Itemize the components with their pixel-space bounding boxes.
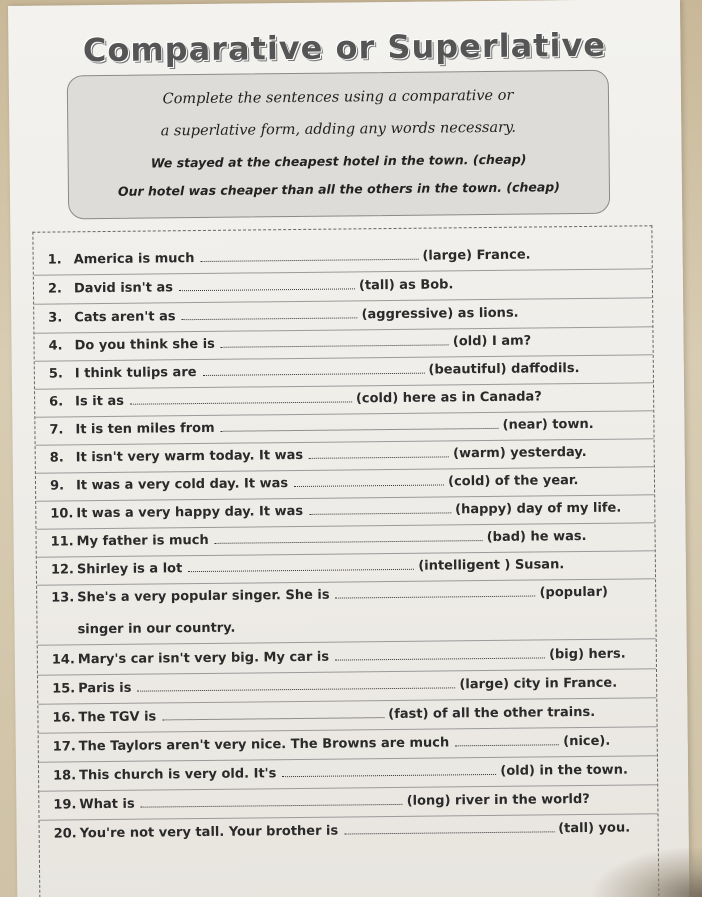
item-cue: (happy) day of my life. — [455, 500, 622, 518]
example-superlative: We stayed at the cheapest hotel in the town. (cheap) — [150, 151, 527, 171]
item-prompt: My father is much — [76, 532, 209, 550]
exercise-item-11: 11. My father is much (bad) he was. — [50, 528, 587, 550]
item-prompt: She's a very popular singer. She is — [77, 587, 330, 606]
item-cue: (cold) of the year. — [448, 473, 579, 490]
instruction-line-1: Complete the sentences using a comparative or — [162, 87, 514, 108]
exercise-item-16: 16. The TGV is (fast) of all the other trains. — [52, 704, 596, 726]
item-prompt: I think tulips are — [74, 365, 197, 382]
exercise-item-15: 15. Paris is (large) city in France. — [52, 675, 618, 697]
item-prompt: What is — [79, 796, 135, 813]
exercise-item-14: 14. Mary's car isn't very big. My car is (big) hers. — [51, 646, 626, 668]
row-divider — [39, 755, 657, 762]
exercise-item-5: 5. I think tulips are (beautiful) daffodils. — [48, 361, 580, 382]
item-prompt: The TGV is — [78, 709, 157, 726]
item-13-continuation: singer in our country. — [77, 620, 236, 638]
answer-blank-11[interactable] — [215, 530, 483, 544]
answer-blank-14[interactable] — [335, 647, 545, 660]
row-divider — [38, 668, 656, 675]
exercise-item-13: 13. She's a very popular singer. She is (popular) — [51, 584, 608, 606]
exercise-item-6: 6. Is it as (cold) here as in Canada? — [49, 389, 542, 410]
item-prompt: America is much — [73, 251, 195, 268]
answer-blank-18[interactable] — [282, 764, 496, 777]
row-divider — [39, 784, 657, 791]
item-prompt: Mary's car isn't very big. My car is — [77, 649, 330, 668]
answer-blank-1[interactable] — [200, 249, 418, 262]
answer-blank-15[interactable] — [137, 677, 455, 691]
row-divider — [34, 326, 652, 333]
row-divider — [35, 382, 653, 389]
item-prompt: It was a very cold day. It was — [75, 476, 289, 494]
answer-blank-13[interactable] — [335, 586, 535, 599]
answer-blank-3[interactable] — [181, 307, 357, 320]
row-divider — [38, 638, 656, 645]
item-cue: (bad) he was. — [486, 528, 587, 546]
answer-blank-4[interactable] — [221, 334, 449, 347]
exercise-item-4: 4. Do you think she is (old) I am? — [48, 333, 532, 354]
item-cue: (beautiful) daffodils. — [428, 361, 580, 378]
answer-blank-17[interactable] — [455, 734, 559, 746]
item-cue: (fast) of all the other trains. — [388, 704, 596, 723]
exercise-item-9: 9. It was a very cold day. It was (cold) of the year. — [49, 473, 579, 494]
exercise-item-3: 3. Cats aren't as (aggressive) as lions. — [48, 305, 519, 326]
item-prompt: It was a very happy day. It was — [76, 503, 304, 522]
answer-blank-5[interactable] — [202, 363, 424, 376]
item-cue: (aggressive) as lions. — [361, 305, 519, 323]
answer-blank-16[interactable] — [162, 707, 384, 720]
page-corner-shadow — [592, 847, 702, 897]
item-cue: (large) France. — [422, 247, 531, 264]
example-comparative: Our hotel was cheaper than all the others in the town. (cheap) — [117, 179, 561, 199]
exercise-list — [32, 225, 659, 897]
exercise-item-20: 20. You're not very tall. Your brother is (tall) you. — [53, 820, 631, 842]
exercise-item-19: 19. What is (long) river in the world? — [53, 791, 590, 813]
row-divider — [34, 297, 652, 304]
item-prompt: Cats aren't as — [74, 309, 176, 326]
item-prompt: David isn't as — [73, 280, 174, 297]
item-cue: (long) river in the world? — [406, 791, 590, 809]
exercise-item-1: 1. America is much (large) France. — [47, 247, 531, 268]
instruction-line-2: a superlative form, adding any words necessary. — [160, 119, 516, 140]
answer-blank-10[interactable] — [309, 502, 451, 514]
item-cue: (old) I am? — [452, 333, 532, 350]
worksheet-title: Comparative or Superlative — [82, 25, 607, 70]
exercise-item-18: 18. This church is very old. It's (old) in the town. — [52, 762, 628, 784]
exercise-item-10: 10. It was a very happy day. It was (happy) day of my life. — [50, 500, 622, 522]
item-prompt: Shirley is a lot — [76, 561, 183, 578]
exercise-item-8: 8. It isn't very warm today. It was (warm) yesterday. — [49, 444, 587, 466]
item-cue: (nice). — [563, 733, 611, 750]
item-cue: (near) town. — [502, 416, 594, 433]
row-divider — [38, 697, 656, 704]
item-prompt: This church is very old. It's — [78, 766, 277, 784]
item-cue: (intelligent ) Susan. — [418, 557, 565, 574]
answer-blank-7[interactable] — [221, 418, 499, 432]
exercise-item-12: 12. Shirley is a lot (intelligent ) Susan. — [50, 557, 565, 578]
item-prompt: It isn't very warm today. It was — [75, 447, 304, 466]
item-cue: (popular) — [539, 584, 608, 601]
item-cue: (tall) as Bob. — [358, 277, 454, 294]
item-cue: (large) city in France. — [459, 675, 618, 693]
item-cue: (cold) here as in Canada? — [355, 389, 542, 407]
exercise-item-2: 2. David isn't as (tall) as Bob. — [47, 277, 454, 297]
exercise-item-7: 7. It is ten miles from (near) town. — [49, 416, 594, 438]
row-divider — [39, 726, 657, 733]
item-cue: (old) in the town. — [500, 762, 628, 779]
item-prompt: Paris is — [78, 680, 132, 697]
item-prompt: Do you think she is — [74, 336, 215, 354]
answer-blank-12[interactable] — [188, 559, 414, 572]
answer-blank-19[interactable] — [141, 794, 403, 808]
worksheet-page — [8, 0, 689, 897]
answer-blank-8[interactable] — [309, 446, 449, 458]
answer-blank-9[interactable] — [294, 474, 444, 487]
item-cue: (tall) you. — [558, 820, 631, 837]
item-cue: (warm) yesterday. — [453, 444, 587, 462]
answer-blank-20[interactable] — [344, 821, 554, 834]
item-prompt: The Taylors aren't very nice. The Browns are much — [78, 735, 450, 755]
item-cue: (big) hers. — [548, 646, 626, 663]
row-divider — [34, 268, 652, 275]
answer-blank-2[interactable] — [179, 278, 355, 291]
exercise-item-17: 17. The Taylors aren't very nice. The Browns are much (nice). — [52, 733, 611, 755]
answer-blank-6[interactable] — [130, 391, 352, 404]
item-prompt: You're not very tall. Your brother is — [79, 823, 339, 842]
row-divider — [40, 813, 658, 820]
item-prompt: Is it as — [75, 393, 125, 410]
item-prompt: It is ten miles from — [75, 420, 215, 438]
instructions-box — [67, 70, 610, 220]
